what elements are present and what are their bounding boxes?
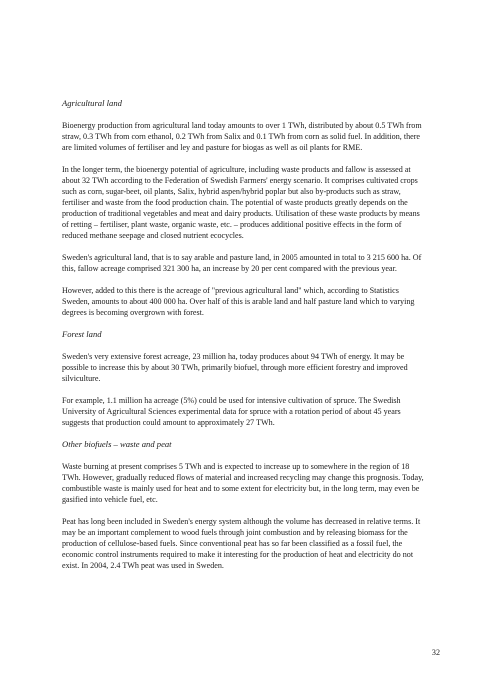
section-heading-agricultural-land: Agricultural land	[62, 98, 122, 108]
paragraph: Peat has long been included in Sweden's energy system although the volume has decreased in relative terms. It may be an important complement to wood fuels through joint combustion and by releasing biomass for the production of cellulose-based fuels. Since conventional peat has so far been classified as a fossil fuel, the economic control instruments required to make it interesting for the production of heat and electricity do not exist. In 2004, 2.4 TWh peat was used in Sweden.	[62, 517, 421, 570]
paragraph: In the longer term, the bioenergy potential of agriculture, including waste products and fallow is assessed at about 32 TWh according to the Federation of Swedish Farmers' energy scenario. It comprises cultivated crops such as corn, sugar-beet, oil plants, Salix, hybrid aspen/hybrid poplar but also by-products such as straw, fertiliser and waste from the food production chain. The potential of waste products greatly depends on the production of traditional vegetables and meat and dairy products. Utilisation of these waste products by means of retting – fertiliser, plant waste, organic waste, etc. – produces additional positive effects in the form of reduced methane seepage and closed nutrient ecocycles.	[62, 165, 420, 240]
section-heading-other-biofuels: Other biofuels – waste and peat	[62, 439, 172, 449]
paragraph: However, added to this there is the acreage of "previous agricultural land" which, according to Statistics Sweden, amounts to about 400 000 ha. Over half of this is arable land and half pasture land which to varying degrees is becoming overgrown with forest.	[62, 286, 415, 317]
paragraph: Waste burning at present comprises 5 TWh and is expected to increase up to somewhere in the region of 18 TWh. However, gradually reduced flows of material and increased recycling may change this prognosis. Today, combustible waste is mainly used for heat and to some extent for electricity but, in the long term, may even be gasified into vehicle fuel, etc.	[62, 462, 424, 504]
paragraph: Sweden's agricultural land, that is to say arable and pasture land, in 2005 amounted in total to 3 215 600 ha. Of this, fallow acreage comprised 321 300 ha, an increase by 20 per cent compared with the previous year.	[62, 253, 422, 273]
page-number: 32	[431, 648, 440, 657]
page-content	[62, 98, 428, 582]
paragraph: Sweden's very extensive forest acreage, 23 million ha, today produces about 94 TWh of energy. It may be possible to increase this by about 30 TWh, primarily biofuel, through more efficient forestry and improved silviculture.	[62, 352, 408, 383]
paragraph: For example, 1.1 million ha acreage (5%) could be used for intensive cultivation of spruce. The Swedish University of Agricultural Sciences experimental data for spruce with a rotation period of about 45 years suggests that production could amount to approximately 27 TWh.	[62, 396, 401, 427]
section-heading-forest-land: Forest land	[62, 329, 102, 339]
paragraph: Bioenergy production from agricultural land today amounts to over 1 TWh, distributed by about 0.5 TWh from straw, 0.3 TWh from corn ethanol, 0.2 TWh from Salix and 0.1 TWh from corn as solid fuel. In addition, there are limited volumes of fertiliser and ley and pasture for biogas as well as oil plants for RME.	[62, 121, 422, 152]
